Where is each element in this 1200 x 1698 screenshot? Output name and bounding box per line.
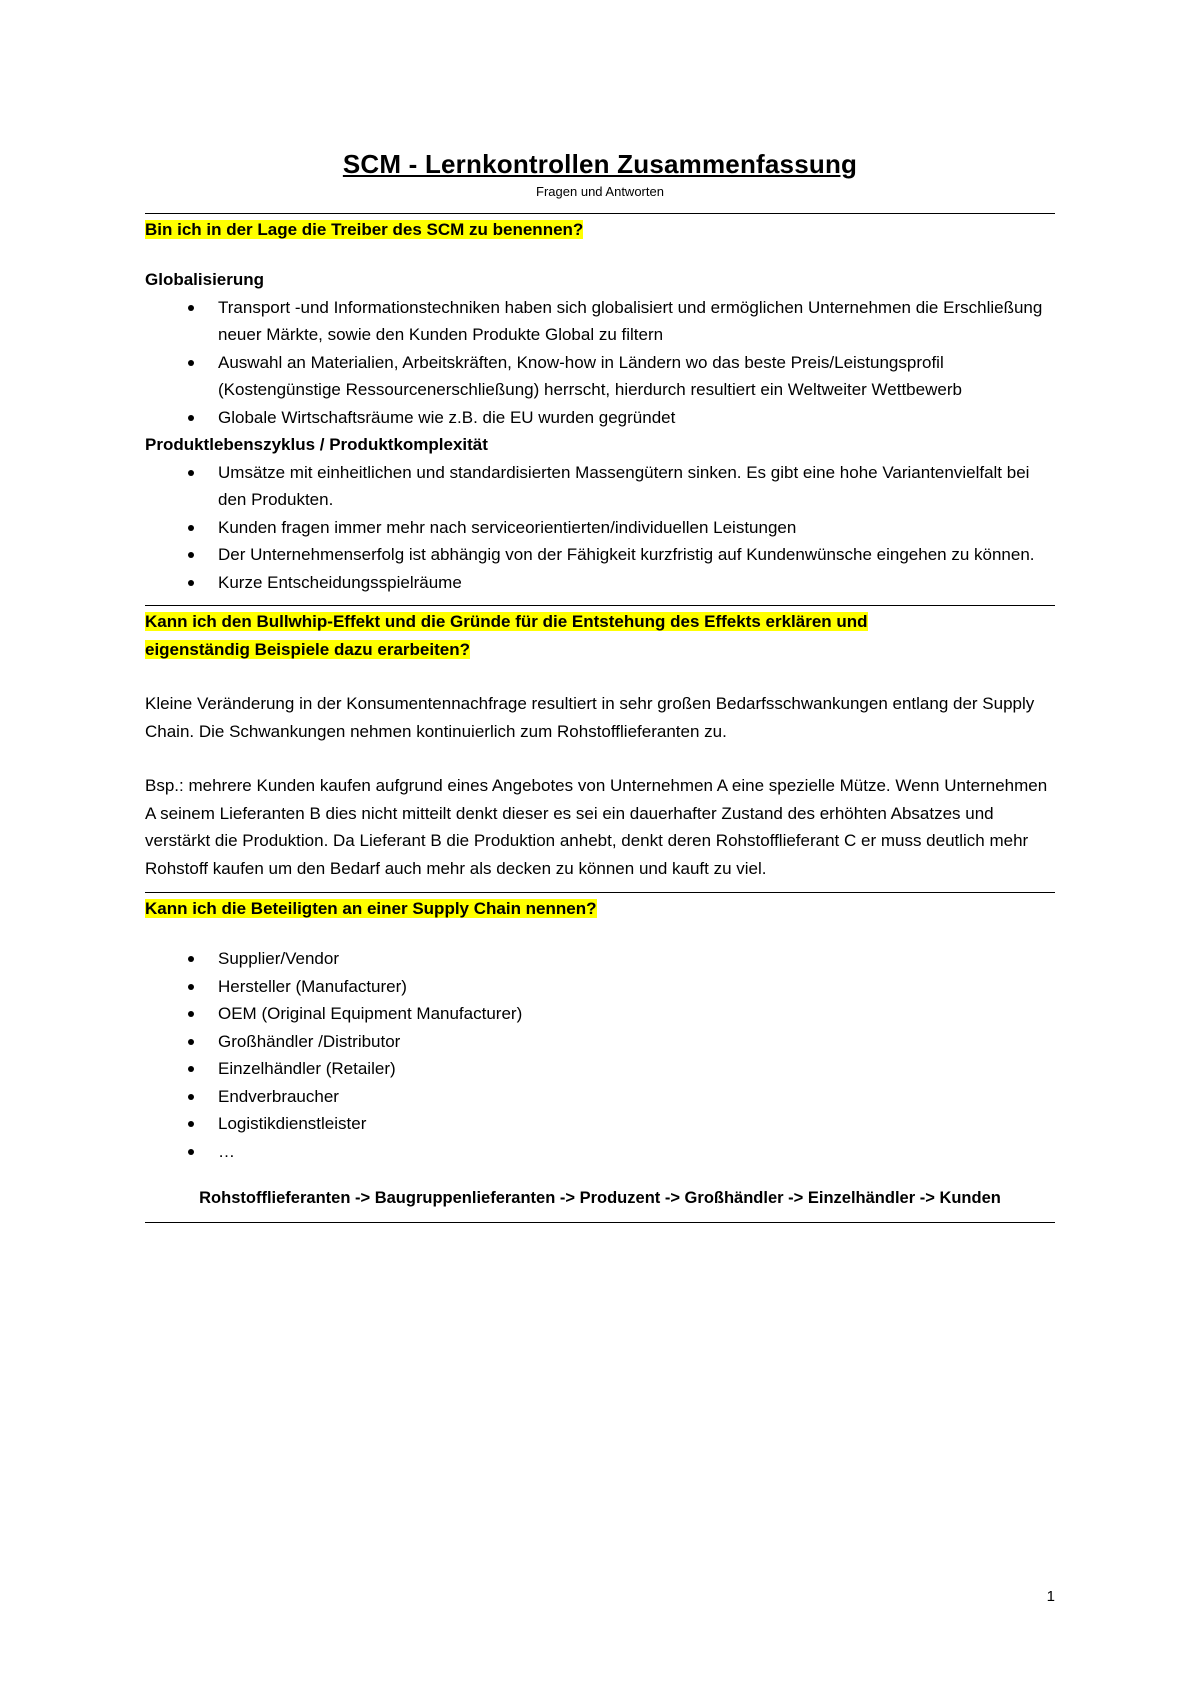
heading-produktlebenszyklus: Produktlebenszyklus / Produktkomplexität [145, 435, 488, 454]
list-item: … [145, 1138, 1055, 1166]
list-item: Großhändler /Distributor [145, 1028, 1055, 1056]
heading-globalisierung: Globalisierung [145, 270, 265, 289]
document-title: SCM - Lernkontrollen Zusammenfassung [342, 149, 858, 179]
list-item: Globale Wirtschaftsräume wie z.B. die EU wurden gegründet [145, 404, 1055, 432]
question-2-highlight-line-1: Kann ich den Bullwhip-Effekt und die Gründe für die Entstehung des Effekts erklären und [145, 612, 868, 631]
question-3-highlight: Kann ich die Beteiligten an einer Supply Chain nennen? [145, 899, 597, 918]
question-1 [145, 216, 1055, 244]
divider-1 [145, 213, 1055, 214]
page-number: 1 [1046, 1588, 1055, 1605]
list-item: Supplier/Vendor [145, 945, 1055, 973]
document-subtitle: Fragen und Antworten [536, 184, 664, 199]
list-globalisierung [145, 294, 1055, 432]
list-item: Hersteller (Manufacturer) [145, 973, 1055, 1001]
list-supply-chain-participants [145, 945, 1055, 1165]
question-1-highlight: Bin ich in der Lage die Treiber des SCM zu benennen? [145, 220, 584, 239]
divider-2 [145, 605, 1055, 606]
list-item: Einzelhändler (Retailer) [145, 1055, 1055, 1083]
page-content [145, 148, 1055, 1223]
list-produktlebenszyklus [145, 459, 1055, 597]
divider-4 [145, 1222, 1055, 1223]
list-item: Auswahl an Materialien, Arbeitskräften, Know-how in Ländern wo das beste Preis/Leistungsprofil (Kostengünstige Ressourcenerschließung) herrscht, hierdurch resultiert ein Weltweiter Wettbewerb [145, 349, 1055, 404]
list-item: Logistikdienstleister [145, 1110, 1055, 1138]
list-item: Umsätze mit einheitlichen und standardisierten Massengütern sinken. Es gibt eine hohe Variantenvielfalt bei den Produkten. [145, 459, 1055, 514]
list-item: OEM (Original Equipment Manufacturer) [145, 1000, 1055, 1028]
list-item: Der Unternehmenserfolg ist abhängig von der Fähigkeit kurzfristig auf Kundenwünsche eingehen zu können. [145, 541, 1055, 569]
supply-chain-sequence: Rohstofflieferanten -> Baugruppenlieferanten -> Produzent -> Großhändler -> Einzelhändler -> Kunden [199, 1189, 1001, 1207]
question-3 [145, 895, 1055, 923]
list-item: Kurze Entscheidungsspielräume [145, 569, 1055, 597]
bullwhip-example: Bsp.: mehrere Kunden kaufen aufgrund eines Angebotes von Unternehmen A eine spezielle Mütze. Wenn Unternehmen A seinem Lieferanten B dies nicht mitteilt denkt dieser es sei ein dauerhafter Zustand des erhöhten Absatzes und verstärkt die Produktion. Da Lieferant B die Produktion anhebt, denkt deren Rohstofflieferant C er muss deutlich mehr Rohstoff kaufen um den Bedarf auch mehr als decken zu können und kauft zu viel. [145, 776, 1048, 878]
list-item: Kunden fragen immer mehr nach serviceorientierten/individuellen Leistungen [145, 514, 1055, 542]
list-item: Transport -und Informationstechniken haben sich globalisiert und ermöglichen Unternehmen die Erschließung neuer Märkte, sowie den Kunden Produkte Global zu filtern [145, 294, 1055, 349]
list-item: Endverbraucher [145, 1083, 1055, 1111]
question-2-highlight-line-2: eigenständig Beispiele dazu erarbeiten? [145, 640, 470, 659]
bullwhip-explanation: Kleine Veränderung in der Konsumentennachfrage resultiert in sehr großen Bedarfsschwankungen entlang der Supply Chain. Die Schwankungen nehmen kontinuierlich zum Rohstofflieferanten zu. [145, 694, 1035, 741]
question-2 [145, 608, 1055, 664]
divider-3 [145, 892, 1055, 893]
